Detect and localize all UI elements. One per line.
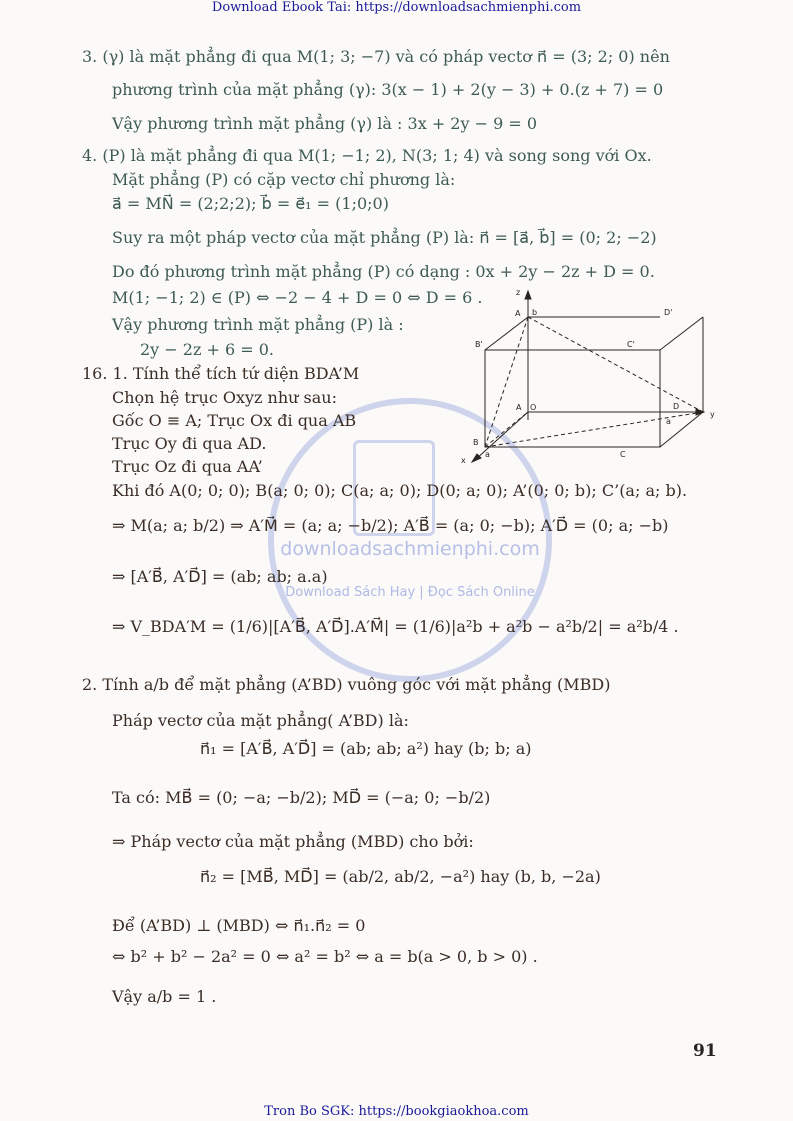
text-line: ⇒ Pháp vectơ của mặt phẳng (MBD) cho bởi:	[112, 832, 474, 851]
label-B: B	[473, 438, 479, 447]
label-C-prime: C'	[627, 340, 635, 349]
text-line: Do đó phương trình mặt phẳng (P) có dạng : 0x + 2y − 2z + D = 0.	[112, 262, 655, 281]
text-line: Vậy a/b = 1 .	[112, 987, 217, 1006]
text-line: Vậy phương trình mặt phẳng (P) là :	[112, 315, 404, 334]
label-a-right: a	[666, 417, 671, 426]
text-line: 2y − 2z + 6 = 0.	[140, 340, 275, 359]
label-y: y	[710, 410, 715, 419]
text-line: ⇒ M(a; a; b/2) ⇒ A′M⃗ = (a; a; −b/2); A′B⃗ = (a; 0; −b); A′D⃗ = (0; a; −b)	[112, 516, 669, 535]
diag-A1D	[528, 317, 703, 412]
label-D: D	[673, 402, 680, 411]
text-line: phương trình của mặt phẳng (γ): 3(x − 1) + 2(y − 3) + 0.(z + 7) = 0	[112, 80, 664, 99]
text-line: Suy ra một pháp vectơ của mặt phẳng (P) là: n⃗ = [a⃗, b⃗] = (0; 2; −2)	[112, 228, 657, 247]
text-line: Trục Oz đi qua AA’	[112, 457, 263, 476]
text-line: 3. (γ) là mặt phẳng đi qua M(1; 3; −7) và có pháp vectơ n⃗ = (3; 2; 0) nên	[82, 47, 670, 66]
text-line: Trục Oy đi qua AD.	[112, 434, 267, 453]
text-line: ⇒ [A′B⃗, A′D⃗] = (ab; ab; a.a)	[112, 567, 328, 586]
label-z: z	[516, 288, 521, 297]
label-A-top: A	[515, 309, 521, 318]
text-line: Vậy phương trình mặt phẳng (γ) là : 3x + 2y − 9 = 0	[112, 114, 538, 133]
front-face	[485, 350, 660, 447]
text-line: ⇒ V_BDA′M = (1/6)|[A′B⃗, A′D⃗].A′M⃗| = (1/6)|a²b + a²b − a²b/2| = a²b/4 .	[112, 617, 679, 636]
text-line: Để (A’BD) ⊥ (MBD) ⇔ n⃗₁.n⃗₂ = 0	[112, 916, 366, 935]
label-C: C	[620, 450, 626, 459]
header-download-link[interactable]: Download Ebook Tai: https://downloadsachmienphi.com	[211, 0, 582, 15]
text-line: Mặt phẳng (P) có cặp vectơ chỉ phương là:	[112, 170, 456, 189]
text-line: n⃗₂ = [MB⃗, MD⃗] = (ab/2, ab/2, −a²) hay (b, b, −2a)	[200, 867, 601, 886]
label-O: O	[530, 403, 537, 412]
label-b: b	[532, 308, 538, 317]
text-line: Gốc O ≡ A; Trục Ox đi qua AB	[112, 411, 357, 430]
text-line: ⇔ b² + b² − 2a² = 0 ⇔ a² = b² ⇔ a = b(a > 0, b > 0) .	[112, 947, 538, 966]
label-a-bottom: a	[485, 450, 490, 459]
top-left-edge	[485, 317, 528, 350]
label-A-mid: A	[516, 403, 522, 412]
label-x: x	[461, 456, 466, 465]
text-line: 4. (P) là mặt phẳng đi qua M(1; −1; 2), N(3; 1; 4) và song song với Ox.	[82, 146, 652, 165]
watermark-tagline: Download Sách Hay | Đọc Sách Online	[285, 585, 535, 600]
watermark-site: downloadsachmienphi.com	[280, 538, 540, 560]
text-line: Pháp vectơ của mặt phẳng( A’BD) là:	[112, 711, 409, 730]
diag-BA1	[485, 317, 528, 447]
text-line: 16. 1. Tính thể tích tứ diện BDA’M	[82, 364, 360, 383]
top-right-edge	[660, 317, 703, 350]
label-D-prime: D'	[664, 308, 673, 317]
page-number: 91	[693, 1041, 717, 1061]
cube-figure	[455, 285, 720, 470]
text-line: Khi đó A(0; 0; 0); B(a; 0; 0); C(a; a; 0); D(0; a; 0); A’(0; 0; b); C’(a; a; b).	[112, 481, 688, 500]
text-line: n⃗₁ = [A′B⃗, A′D⃗] = (ab; ab; a²) hay (b; b; a)	[200, 739, 532, 758]
footer-link[interactable]: Tron Bo SGK: https://bookgiaokhoa.com	[264, 1104, 529, 1119]
text-line: Chọn hệ trục Oxyz như sau:	[112, 388, 337, 407]
x-axis	[475, 412, 528, 460]
text-line: 2. Tính a/b để mặt phẳng (A’BD) vuông góc với mặt phẳng (MBD)	[82, 675, 611, 694]
text-line: a⃗ = MN⃗ = (2;2;2); b⃗ = e⃗₁ = (1;0;0)	[112, 194, 389, 213]
text-line: Ta có: MB⃗ = (0; −a; −b/2); MD⃗ = (−a; 0; −b/2)	[112, 788, 491, 807]
text-line: M(1; −1; 2) ∈ (P) ⇔ −2 − 4 + D = 0 ⇔ D = 6 .	[112, 288, 483, 307]
label-B-prime: B'	[475, 340, 483, 349]
